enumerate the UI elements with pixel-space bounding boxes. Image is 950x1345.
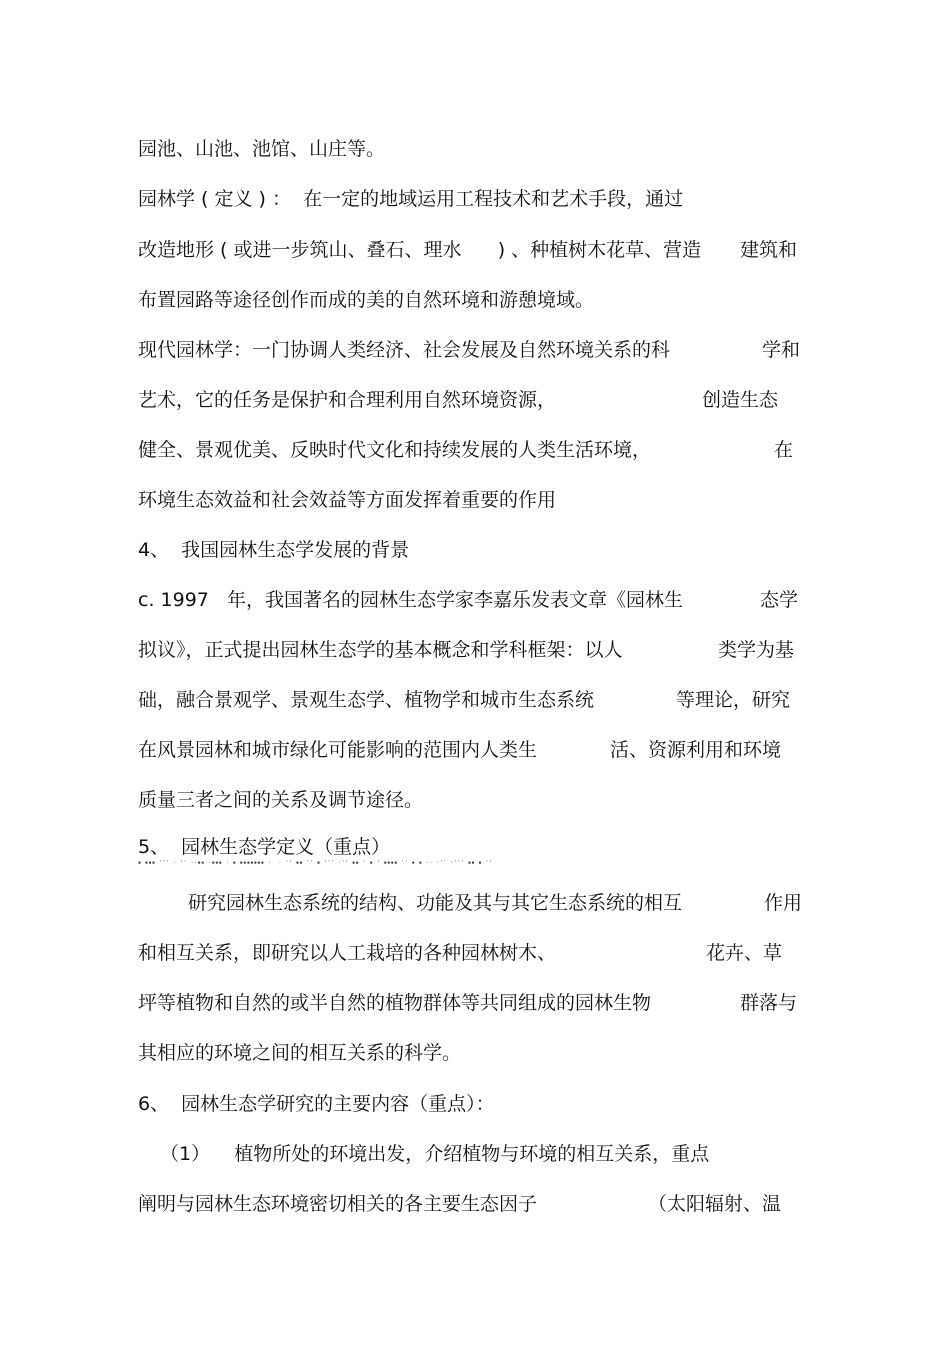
text-segment: 6、 园林生态学研究的主要内容（重点）：	[138, 1093, 495, 1115]
text-segment: 群落与	[740, 992, 798, 1014]
text-segment: 4、 我国园林生态学发展的背景	[138, 539, 410, 561]
text-segment: 在	[774, 439, 794, 461]
text-segment: 础，融合景观学、景观生态学、植物学和城市生态系统	[138, 689, 595, 711]
text-segment: c. 1997 年，我国著名的园林生态学家李嘉乐发表文章《园林生	[138, 589, 683, 611]
text-segment: 5、 园林生态学定义（重点）	[138, 836, 391, 858]
text-segment: 研究园林生态系统的结构、功能及其与其它生态系统的相互	[188, 892, 683, 914]
text-segment: （1） 植物所处的环境出发，介绍植物与环境的相互关系，重点	[160, 1143, 710, 1165]
text-segment: 其相应的环境之间的相互关系的科学。	[138, 1042, 462, 1064]
text-segment: 布置园路等途径创作而成的美的自然环境和游憩境域。	[138, 289, 595, 311]
text-segment: 和相互关系，即研究以人工栽培的各种园林树木、	[138, 942, 557, 964]
text-segment: 环境生态效益和社会效益等方面发挥着重要的作用	[138, 489, 557, 511]
text-line	[138, 1191, 782, 1295]
text-segment: 质量三者之间的关系及调节途径。	[138, 789, 424, 811]
text-segment: 园林学 ( 定义 ) ： 在一定的地域运用工程技术和艺术手段，通过	[138, 188, 684, 210]
text-segment: 阐明与园林生态环境密切相关的各主要生态因子	[138, 1193, 538, 1215]
scan-artifact-strip: ▪ ▪▪▪ ''' · '' ··▪▪ ·▪▪▪ · ▪ ▪▪▪▪▪▪▪ · · '' ▪▪ '' ▪ ''' ·'' ▪▪ ' ▪ ' ▪▪▪▪ '' ▪ ▪ ·· ·'' ·''' ▪▪ ▪ ''	[138, 860, 493, 866]
text-segment: 作用	[764, 892, 803, 914]
text-segment: 创造生态	[702, 389, 779, 411]
text-segment: 拟议》，正式提出园林生态学的基本概念和学科框架：以人	[138, 639, 623, 661]
text-segment: 学和	[762, 339, 801, 361]
text-segment: 在风景园林和城市绿化可能影响的范围内人类生	[138, 739, 538, 761]
text-segment: 建筑和	[740, 239, 798, 261]
text-segment: 坪等植物和自然的或半自然的植物群体等共同组成的园林生物	[138, 992, 652, 1014]
text-segment: 园池、山池、池馆、山庄等。	[138, 138, 386, 160]
text-segment: 健全、景观优美、反映时代文化和持续发展的人类生活环境，	[138, 439, 652, 461]
text-segment: 花卉、草	[706, 942, 783, 964]
text-segment: 现代园林学：一门协调人类经济、社会发展及自然环境关系的科	[138, 339, 671, 361]
text-segment: 类学为基	[718, 639, 795, 661]
text-segment: 态学	[760, 589, 799, 611]
text-segment: 改造地形 ( 或进一步筑山、叠石、理水 ) 、种植树木花草、营造	[138, 239, 702, 261]
text-segment: 等理论，研究	[676, 689, 791, 711]
text-segment: 艺术，它的任务是保护和合理利用自然环境资源，	[138, 389, 557, 411]
text-segment: （太阳辐射、温	[648, 1193, 782, 1215]
text-segment: 活、资源利用和环境	[610, 739, 782, 761]
